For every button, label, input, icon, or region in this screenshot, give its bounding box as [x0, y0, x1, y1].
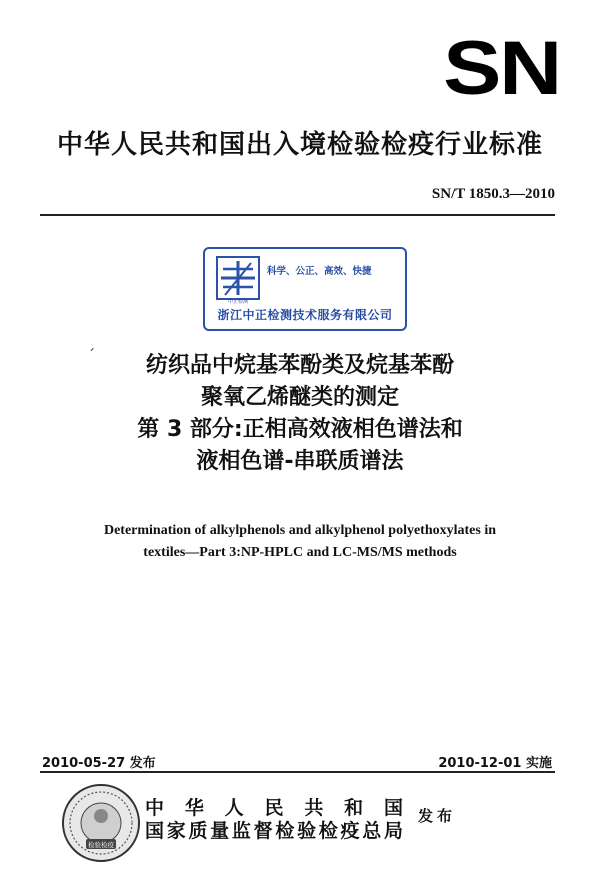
stamp-company-name: 浙江中正检测技术服务有限公司: [217, 308, 393, 322]
chinese-title-line-2: 聚氧乙烯醚类的测定: [200, 385, 399, 410]
emblem-caption: 中正检测: [227, 299, 248, 305]
seal-label: 检验检疫: [88, 841, 114, 849]
top-divider: [40, 214, 555, 216]
chinese-title-line-1: 纺织品中烷基苯酚类及烷基苯酚: [145, 353, 454, 378]
english-title: [40, 520, 560, 564]
issuer-line-1: 中华人民共和国: [145, 797, 403, 819]
sn-logo: SN: [443, 26, 560, 111]
chinese-title: [40, 350, 560, 478]
issuer-seal-icon: [60, 782, 142, 864]
standard-category-title: 中华人民共和国出入境检验检疫行业标准: [56, 130, 543, 160]
publish-label: 发布: [418, 807, 457, 825]
implementation-date: 2010-12-01 实施: [438, 756, 552, 771]
english-title-line-1: Determination of alkylphenols and alkylphenol polyethoxylates in: [103, 523, 497, 538]
issuer-line-2: 国家质量监督检验检疫总局: [145, 820, 403, 842]
chinese-title-line-4: 液相色谱-串联质谱法: [196, 449, 404, 474]
chinese-title-line-3: 第 3 部分:正相高效液相色谱法和: [137, 417, 463, 442]
tick-mark: ˊ: [88, 348, 95, 364]
issue-date: 2010-05-27 发布: [42, 756, 156, 771]
company-stamp: [203, 247, 407, 331]
company-emblem-icon: [215, 255, 261, 301]
english-title-line-2: textiles—Part 3:NP-HPLC and LC-MS/MS methods: [143, 545, 457, 560]
stamp-slogan: 科学、公正、高效、快捷: [267, 266, 372, 277]
standard-code: SN/T 1850.3—2010: [431, 186, 555, 202]
bottom-divider: [40, 771, 555, 773]
